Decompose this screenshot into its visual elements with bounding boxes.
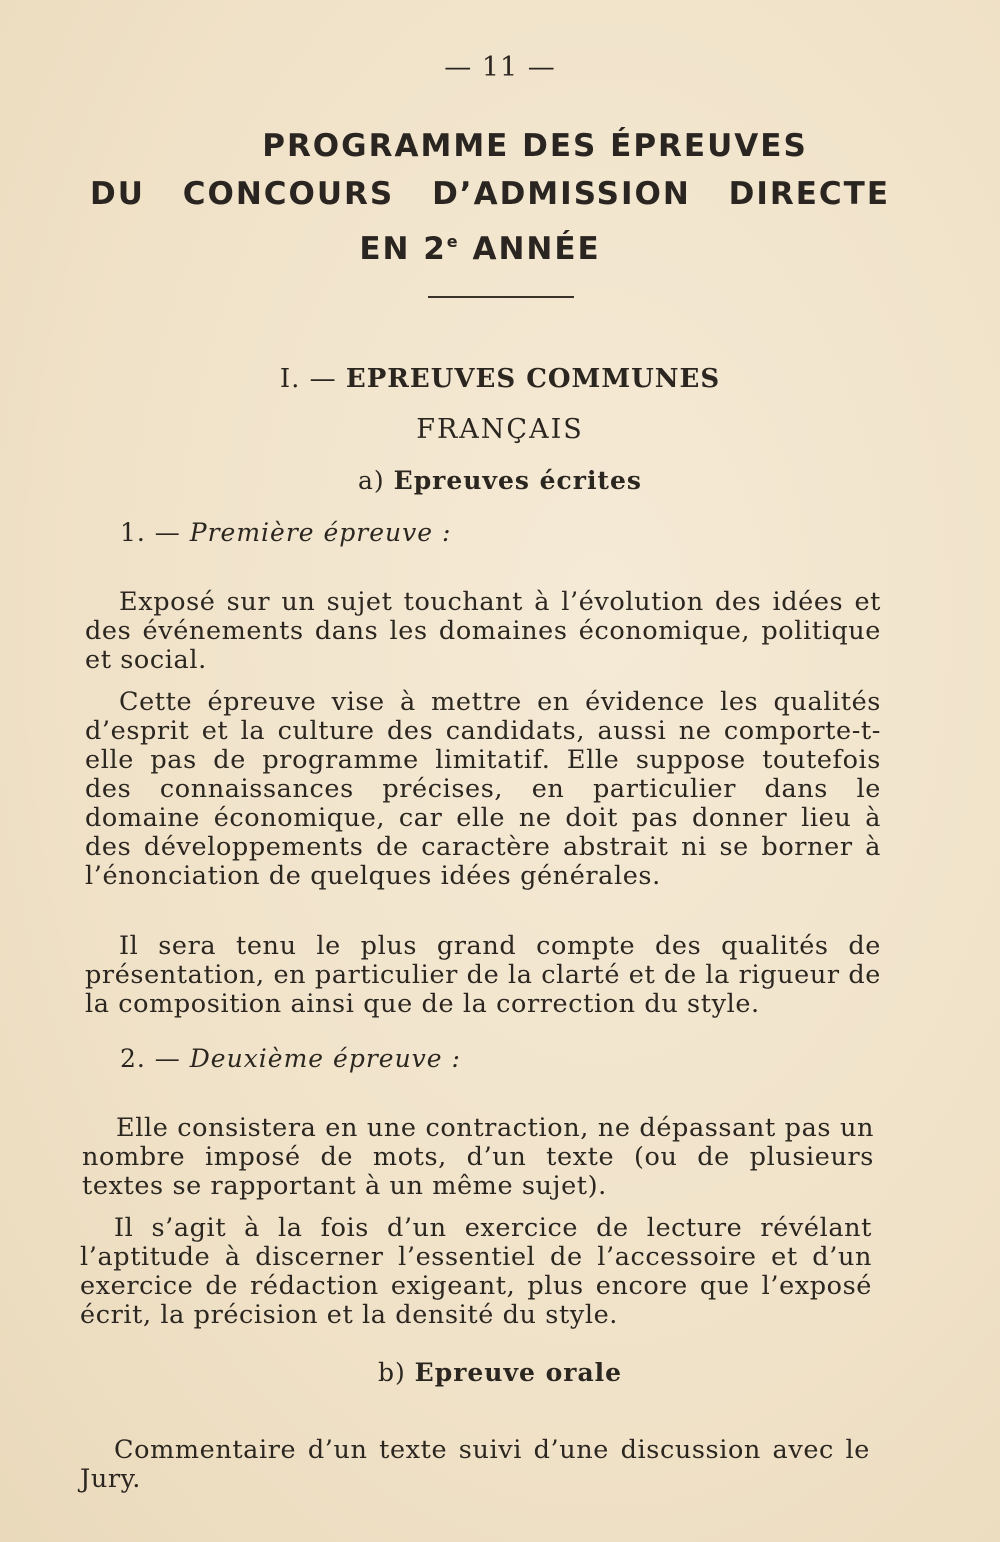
second-exam-title: Deuxième épreuve : (189, 1044, 461, 1073)
written-exams-label: a) (358, 466, 394, 495)
first-exam-number: 1. — (120, 518, 190, 547)
title-line-3 (90, 218, 890, 273)
title-line-1: PROGRAMME DES ÉPREUVES (262, 128, 808, 164)
document-title (90, 122, 890, 273)
title-line-3-superscript: e (446, 232, 460, 251)
section-heading (0, 364, 1000, 394)
title-line-3-prefix: EN 2 (359, 231, 447, 267)
oral-exam-title: Epreuve orale (414, 1358, 623, 1387)
first-exam-paragraph-2: Cette épreuve vise à mettre en évidence les qualités d’esprit et la culture des candidats, aussi ne comporte-t-elle pas de programme limitatif. Elle suppose toutefois des connaissances précises, en particulier dans le domaine économique, car elle ne doit pas donner lieu à des développements de caractère abstrait ni se borner à l’énonciation de quelques idées générales. (85, 686, 881, 891)
first-exam-paragraph-3: Il sera tenu le plus grand compte des qualités de présentation, en particulier de la clarté et de la rigueur de la composition ainsi que de la correction du style. (85, 930, 881, 1019)
title-line-2: DU CONCOURS D’ADMISSION DIRECTE (90, 176, 890, 212)
page-number: — 11 — (444, 52, 556, 83)
first-exam-heading (120, 518, 451, 547)
title-line-3-suffix: ANNÉE (459, 231, 601, 267)
subject-heading: FRANÇAIS (416, 414, 584, 445)
oral-exam-paragraph: Commentaire d’un texte suivi d’une discussion avec le Jury. (80, 1434, 870, 1494)
second-exam-number: 2. — (120, 1044, 190, 1073)
first-exam-title: Première épreuve : (189, 518, 452, 547)
section-number: I. — (279, 364, 346, 394)
title-divider (428, 296, 574, 298)
section-title: EPREUVES COMMUNES (345, 364, 721, 394)
written-exams-heading (0, 466, 1000, 495)
second-exam-heading (120, 1044, 461, 1073)
written-exams-title: Epreuves écrites (393, 466, 642, 495)
first-exam-paragraph-1: Exposé sur un sujet touchant à l’évolution des idées et des événements dans les domaines économique, politique et social. (85, 586, 881, 675)
second-exam-paragraph-1: Elle consistera en une contraction, ne dépassant pas un nombre imposé de mots, d’un texte (ou de plusieurs textes se rapportant à un même sujet). (82, 1112, 874, 1201)
second-exam-paragraph-2: Il s’agit à la fois d’un exercice de lecture révélant l’aptitude à discerner l’essentiel de l’accessoire et d’un exercice de rédaction exigeant, plus encore que l’exposé écrit, la précision et la densité du style. (80, 1212, 872, 1330)
oral-exam-label: b) (377, 1358, 415, 1387)
oral-exam-heading (0, 1358, 1000, 1387)
